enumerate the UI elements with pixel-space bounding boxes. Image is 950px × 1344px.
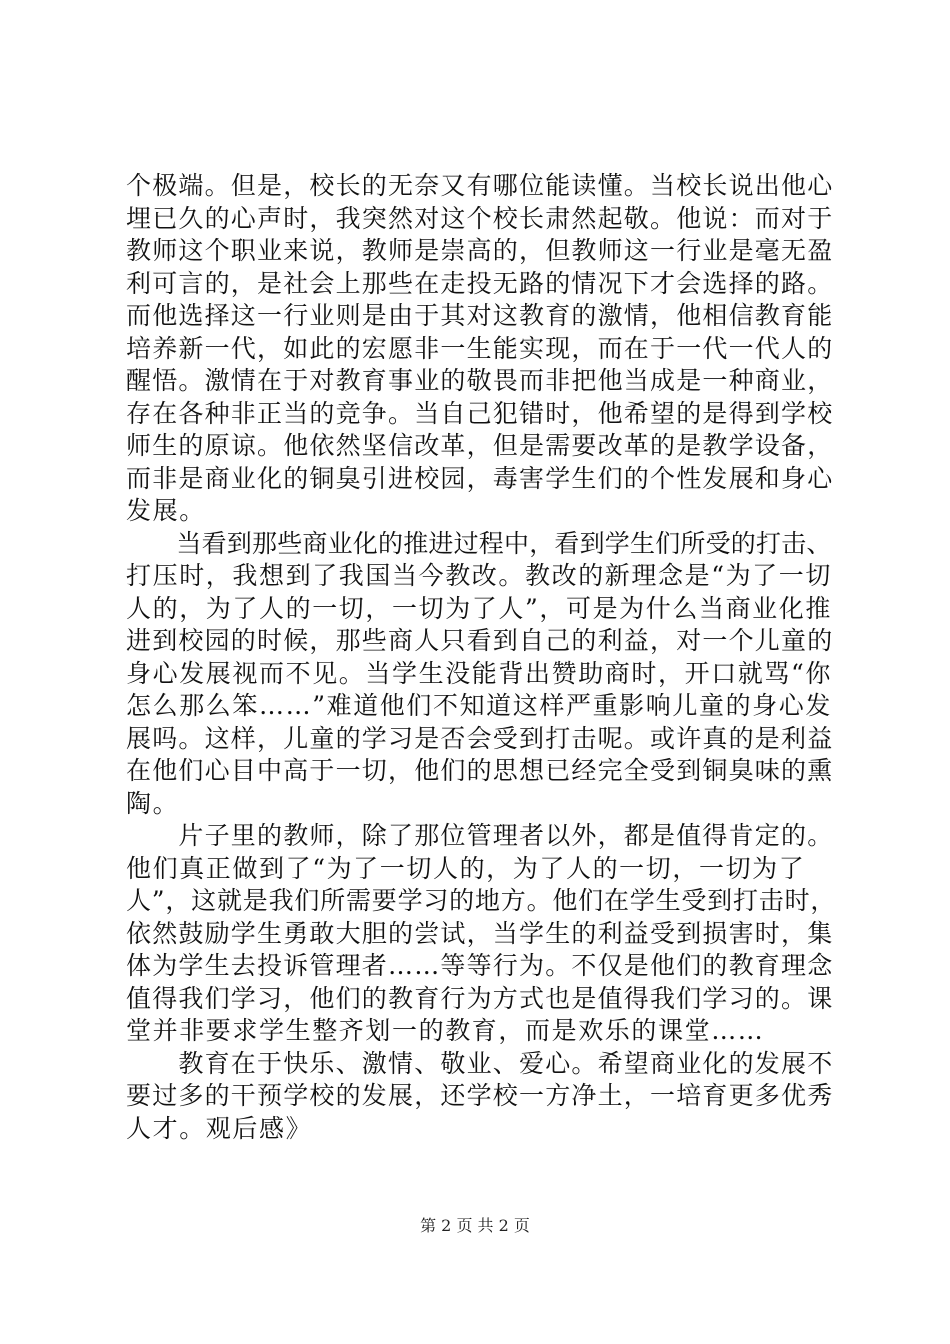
text-line: 陶。 [126, 788, 180, 818]
text-line: 片子里的教师，除了那位管理者以外，都是值得肯定的。 [126, 821, 834, 850]
text-line: 人才。观后感》 [126, 1113, 313, 1143]
text-line: 要过多的干预学校的发展，还学校一方净土，一培育更多优秀 [126, 1081, 834, 1110]
text-line: 个极端。但是，校长的无奈又有哪位能读懂。当校长说出他心 [126, 171, 834, 200]
text-line: 教育在于快乐、激情、敬业、爱心。希望商业化的发展不 [126, 1048, 834, 1078]
text-line: 值得我们学习，他们的教育行为方式也是值得我们学习的。课 [126, 983, 834, 1013]
text-line: 在他们心目中高于一切，他们的思想已经完全受到铜臭味的熏 [126, 756, 834, 785]
text-line: 怎么那么笨……”难道他们不知道这样严重影响儿童的身心发 [126, 691, 832, 720]
text-line: 打压时，我想到了我国当今教改。教改的新理念是“为了一切 [126, 561, 832, 590]
text-line: 人”，这就是我们所需要学习的地方。他们在学生受到打击时， [126, 886, 837, 915]
text-line: 培养新一代，如此的宏愿非一生能实现，而在于一代一代人的 [126, 333, 834, 363]
text-line: 体为学生去投诉管理者……等等行为。不仅是他们的教育理念 [126, 951, 834, 980]
text-line: 师生的原谅。他依然坚信改革，但是需要改革的是教学设备， [126, 431, 834, 460]
text-line: 醒悟。激情在于对教育事业的敬畏而非把他当成是一种商业， [126, 366, 834, 395]
text-line: 埋已久的心声时，我突然对这个校长肃然起敬。他说：而对于 [126, 203, 834, 233]
text-line: 他们真正做到了“为了一切人的，为了人的一切，一切为了 [126, 853, 806, 883]
text-line: 人的，为了人的一切，一切为了人”，可是为什么当商业化推 [126, 593, 832, 623]
text-line: 而他选择这一行业则是由于其对这教育的激情，他相信教育能 [126, 301, 834, 330]
text-line: 教师这个职业来说，教师是崇高的，但教师这一行业是毫无盈 [126, 236, 834, 265]
text-line: 而非是商业化的铜臭引进校园，毒害学生们的个性发展和身心 [126, 463, 834, 493]
text-line: 依然鼓励学生勇敢大胆的尝试，当学生的利益受到损害时，集 [126, 918, 834, 948]
text-line: 堂并非要求学生整齐划一的教育，而是欢乐的课堂…… [126, 1016, 765, 1045]
text-line: 利可言的，是社会上那些在走投无路的情况下才会选择的路。 [126, 268, 834, 298]
text-line: 身心发展视而不见。当学生没能背出赞助商时，开口就骂“你 [126, 658, 832, 688]
text-line: 进到校园的时候，那些商人只看到自己的利益，对一个儿童的 [126, 626, 834, 655]
text-line: 发展。 [126, 496, 206, 525]
text-line: 存在各种非正当的竞争。当自己犯错时，他希望的是得到学校 [126, 398, 834, 428]
page-footer: 第 2 页 共 2 页 [420, 1216, 530, 1235]
text-line: 当看到那些商业化的推进过程中，看到学生们所受的打击、 [126, 528, 832, 558]
text-line: 展吗。这样，儿童的学习是否会受到打击呢。或许真的是利益 [126, 723, 834, 753]
body-text [126, 170, 836, 1145]
